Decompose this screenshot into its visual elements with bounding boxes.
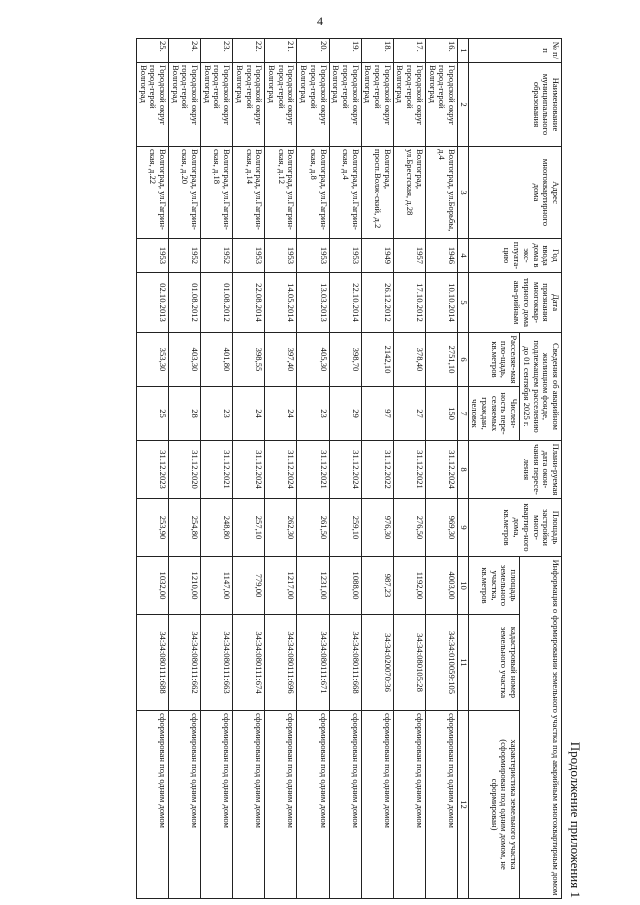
- column-number: 4: [457, 239, 468, 273]
- row-number-cell: 25.: [136, 39, 168, 63]
- address-cell: Волгоград, ул.Гагрин-ская, д.8: [297, 147, 329, 239]
- table-row: [168, 39, 200, 899]
- column-number: 2: [457, 63, 468, 147]
- residents-cell: 28: [168, 387, 200, 441]
- address-cell: Волгоград, ул.Гагрин-ская, д.18: [201, 147, 233, 239]
- municipality-cell: Городской округ город-герой Волгоград: [361, 63, 393, 147]
- municipality-cell: Городской округ город-герой Волгоград: [393, 63, 425, 147]
- year-cell: 1949: [361, 239, 393, 273]
- land-area-cell: 1147,00: [201, 557, 233, 615]
- header-residents: Числен-ность пере-селяемых граждан, человек: [468, 387, 520, 441]
- cadastral-number-cell: 34:34:080111:668: [329, 615, 361, 711]
- municipality-cell: Городской округ город-герой Волгоград: [233, 63, 265, 147]
- row-number-cell: 24.: [168, 39, 200, 63]
- building-area-cell: 969,30: [425, 499, 457, 557]
- column-number: 7: [457, 387, 468, 441]
- municipality-cell: Городской округ город-герой Волгоград: [329, 63, 361, 147]
- municipality-cell: Городской округ город-герой Волгоград: [136, 63, 168, 147]
- land-characteristic-cell: сформирован под одним домом: [201, 711, 233, 899]
- emergency-date-cell: 17.10.2012: [393, 273, 425, 333]
- residents-cell: 97: [361, 387, 393, 441]
- address-cell: Волгоград, ул.Борьбы, д.4: [425, 147, 457, 239]
- table-row: [201, 39, 233, 899]
- resettled-area-cell: 398,55: [233, 333, 265, 387]
- resettled-area-cell: 378,40: [393, 333, 425, 387]
- row-number-cell: 18.: [361, 39, 393, 63]
- row-number-cell: 22.: [233, 39, 265, 63]
- header-address: Адрес многоквартирного дома: [468, 147, 561, 239]
- residents-cell: 24: [265, 387, 297, 441]
- building-area-cell: 248,80: [201, 499, 233, 557]
- cadastral-number-cell: 34:34:080111:696: [265, 615, 297, 711]
- address-cell: Волгоград, ул.Гагрин-ская, д.12: [265, 147, 297, 239]
- header-cadastral-number: кадастровый номер земельного участка: [468, 615, 520, 711]
- planned-date-cell: 31.12.2021: [297, 441, 329, 499]
- table-body: [136, 39, 457, 899]
- residents-cell: 24: [233, 387, 265, 441]
- resettled-area-cell: 397,40: [265, 333, 297, 387]
- column-number: 3: [457, 147, 468, 239]
- header-group-resettlement: Сведения об аварийном жилищном фонде, подлежащем расселению до 01 сентября 2025 г.: [520, 333, 562, 441]
- resettled-area-cell: 2751,10: [425, 333, 457, 387]
- header-building-area: Площадь застройки много-квартир-ного дома, кв.метров: [468, 499, 561, 557]
- table-row: [329, 39, 361, 899]
- building-area-cell: 276,50: [393, 499, 425, 557]
- emergency-date-cell: 01.08.2012: [201, 273, 233, 333]
- table-row: [297, 39, 329, 899]
- residents-cell: 23: [201, 387, 233, 441]
- table-row: [136, 39, 168, 899]
- address-cell: Волгоград, ул.Гагрин-ская, д.22: [136, 147, 168, 239]
- municipality-cell: Городской округ город-герой Волгоград: [297, 63, 329, 147]
- address-cell: Волгоград, ул.Гагрин-ская, д.20: [168, 147, 200, 239]
- resettled-area-cell: 398,70: [329, 333, 361, 387]
- land-characteristic-cell: сформирован под одним домом: [329, 711, 361, 899]
- year-cell: 1953: [297, 239, 329, 273]
- column-number: 1: [457, 39, 468, 63]
- residents-cell: 27: [393, 387, 425, 441]
- land-area-cell: 1210,00: [168, 557, 200, 615]
- planned-date-cell: 31.12.2024: [233, 441, 265, 499]
- planned-date-cell: 31.12.2023: [136, 441, 168, 499]
- planned-date-cell: 31.12.2024: [265, 441, 297, 499]
- building-area-cell: 976,30: [361, 499, 393, 557]
- land-area-cell: 1032,00: [136, 557, 168, 615]
- header-number: № п/п: [468, 39, 561, 63]
- emergency-housing-table: [136, 38, 562, 899]
- row-number-cell: 20.: [297, 39, 329, 63]
- address-cell: Волгоград, просп.Волж-ский, д.2: [361, 147, 393, 239]
- resettled-area-cell: 405,30: [297, 333, 329, 387]
- planned-date-cell: 31.12.2021: [393, 441, 425, 499]
- land-area-cell: 1231,00: [297, 557, 329, 615]
- year-cell: 1953: [329, 239, 361, 273]
- building-area-cell: 257,10: [233, 499, 265, 557]
- emergency-date-cell: 22.08.2014: [233, 273, 265, 333]
- planned-date-cell: 31.12.2024: [425, 441, 457, 499]
- header-planned-date: Плани-руемая дата окон-чания пересе-ления: [468, 441, 561, 499]
- row-number-cell: 16.: [425, 39, 457, 63]
- land-area-cell: 4003,00: [425, 557, 457, 615]
- column-number: 11: [457, 615, 468, 711]
- land-area-cell: 1217,00: [265, 557, 297, 615]
- planned-date-cell: 31.12.2021: [201, 441, 233, 499]
- land-characteristic-cell: сформирован под одним домом: [425, 711, 457, 899]
- building-area-cell: 254,80: [168, 499, 200, 557]
- row-number-cell: 21.: [265, 39, 297, 63]
- column-number: 8: [457, 441, 468, 499]
- residents-cell: 25: [136, 387, 168, 441]
- land-characteristic-cell: сформирован под одним домом: [297, 711, 329, 899]
- land-characteristic-cell: сформирован под одним домом: [361, 711, 393, 899]
- emergency-date-cell: 22.10.2014: [329, 273, 361, 333]
- year-cell: 1946: [425, 239, 457, 273]
- rotated-page-content: [138, 38, 583, 898]
- land-area-cell: 1192,00: [393, 557, 425, 615]
- column-number: 6: [457, 333, 468, 387]
- cadastral-number-cell: 34:34:080111:671: [297, 615, 329, 711]
- column-number-row: [457, 39, 468, 899]
- land-characteristic-cell: сформирован под одним домом: [233, 711, 265, 899]
- emergency-date-cell: 13.03.2013: [297, 273, 329, 333]
- emergency-date-cell: 26.12.2012: [361, 273, 393, 333]
- building-area-cell: 261,50: [297, 499, 329, 557]
- page-caption: Продолжение приложения 1: [568, 741, 583, 898]
- column-number: 9: [457, 499, 468, 557]
- table-row: [393, 39, 425, 899]
- year-cell: 1957: [393, 239, 425, 273]
- resettled-area-cell: 2142,10: [361, 333, 393, 387]
- residents-cell: 29: [329, 387, 361, 441]
- resettled-area-cell: 401,80: [201, 333, 233, 387]
- year-cell: 1953: [265, 239, 297, 273]
- land-characteristic-cell: сформирован под одним домом: [136, 711, 168, 899]
- table-row: [425, 39, 457, 899]
- land-characteristic-cell: сформирован под одним домом: [393, 711, 425, 899]
- emergency-date-cell: 10.10.2014: [425, 273, 457, 333]
- cadastral-number-cell: 34:34:010059:105: [425, 615, 457, 711]
- residents-cell: 150: [425, 387, 457, 441]
- header-emergency-date: Дата признания многоквар-тирного дома ава-рийным: [468, 273, 561, 333]
- table-row: [265, 39, 297, 899]
- year-cell: 1953: [233, 239, 265, 273]
- resettled-area-cell: 403,30: [168, 333, 200, 387]
- cadastral-number-cell: 34:34:020070:36: [361, 615, 393, 711]
- planned-date-cell: 31.12.2022: [361, 441, 393, 499]
- cadastral-number-cell: 34:34:080111:688: [136, 615, 168, 711]
- resettled-area-cell: 353,30: [136, 333, 168, 387]
- residents-cell: 23: [297, 387, 329, 441]
- row-number-cell: 19.: [329, 39, 361, 63]
- emergency-date-cell: 01.08.2012: [168, 273, 200, 333]
- land-area-cell: 779,00: [233, 557, 265, 615]
- municipality-cell: Городской округ город-герой Волгоград: [425, 63, 457, 147]
- municipality-cell: Городской округ город-герой Волгоград: [201, 63, 233, 147]
- planned-date-cell: 31.12.2020: [168, 441, 200, 499]
- building-area-cell: 253,90: [136, 499, 168, 557]
- emergency-date-cell: 14.05.2014: [265, 273, 297, 333]
- row-number-cell: 17.: [393, 39, 425, 63]
- municipality-cell: Городской округ город-герой Волгоград: [168, 63, 200, 147]
- header-land-area: площадь земельного участка, кв.метров: [468, 557, 520, 615]
- year-cell: 1952: [168, 239, 200, 273]
- header-year: Год ввода дома в экс-плуата-цию: [468, 239, 561, 273]
- address-cell: Волгоград, ул.Гагрин-ская, д.14: [233, 147, 265, 239]
- address-cell: Волгоград, ул.Брестская, д.28: [393, 147, 425, 239]
- header-resettled-area: Расселяе-мая пло-щадь, кв.метров: [468, 333, 520, 387]
- land-characteristic-cell: сформирован под одним домом: [168, 711, 200, 899]
- land-characteristic-cell: сформирован под одним домом: [265, 711, 297, 899]
- page-number: 4: [317, 14, 323, 28]
- column-number: 12: [457, 711, 468, 899]
- cadastral-number-cell: 34:34:080111:663: [201, 615, 233, 711]
- land-area-cell: 1088,00: [329, 557, 361, 615]
- header-municipality: Наименование муниципального образования: [468, 63, 561, 147]
- row-number-cell: 23.: [201, 39, 233, 63]
- header-land-characteristic: характеристика земельного участка (сформирован под одним домом, не сформирован): [468, 711, 520, 899]
- table-row: [361, 39, 393, 899]
- column-number: 10: [457, 557, 468, 615]
- municipality-cell: Городской округ город-герой Волгоград: [265, 63, 297, 147]
- planned-date-cell: 31.12.2024: [329, 441, 361, 499]
- emergency-date-cell: 02.10.2013: [136, 273, 168, 333]
- cadastral-number-cell: 34:34:080111:674: [233, 615, 265, 711]
- cadastral-number-cell: 34:34:080105:28: [393, 615, 425, 711]
- building-area-cell: 262,30: [265, 499, 297, 557]
- building-area-cell: 259,10: [329, 499, 361, 557]
- year-cell: 1952: [201, 239, 233, 273]
- table-row: [233, 39, 265, 899]
- cadastral-number-cell: 34:34:080111:662: [168, 615, 200, 711]
- address-cell: Волгоград, ул.Гагрин-ская, д.4: [329, 147, 361, 239]
- column-number: 5: [457, 273, 468, 333]
- year-cell: 1953: [136, 239, 168, 273]
- header-group-land: Информация о формировании земельного участка под аварийным многоквартирным домом: [520, 557, 562, 899]
- land-area-cell: 987,23: [361, 557, 393, 615]
